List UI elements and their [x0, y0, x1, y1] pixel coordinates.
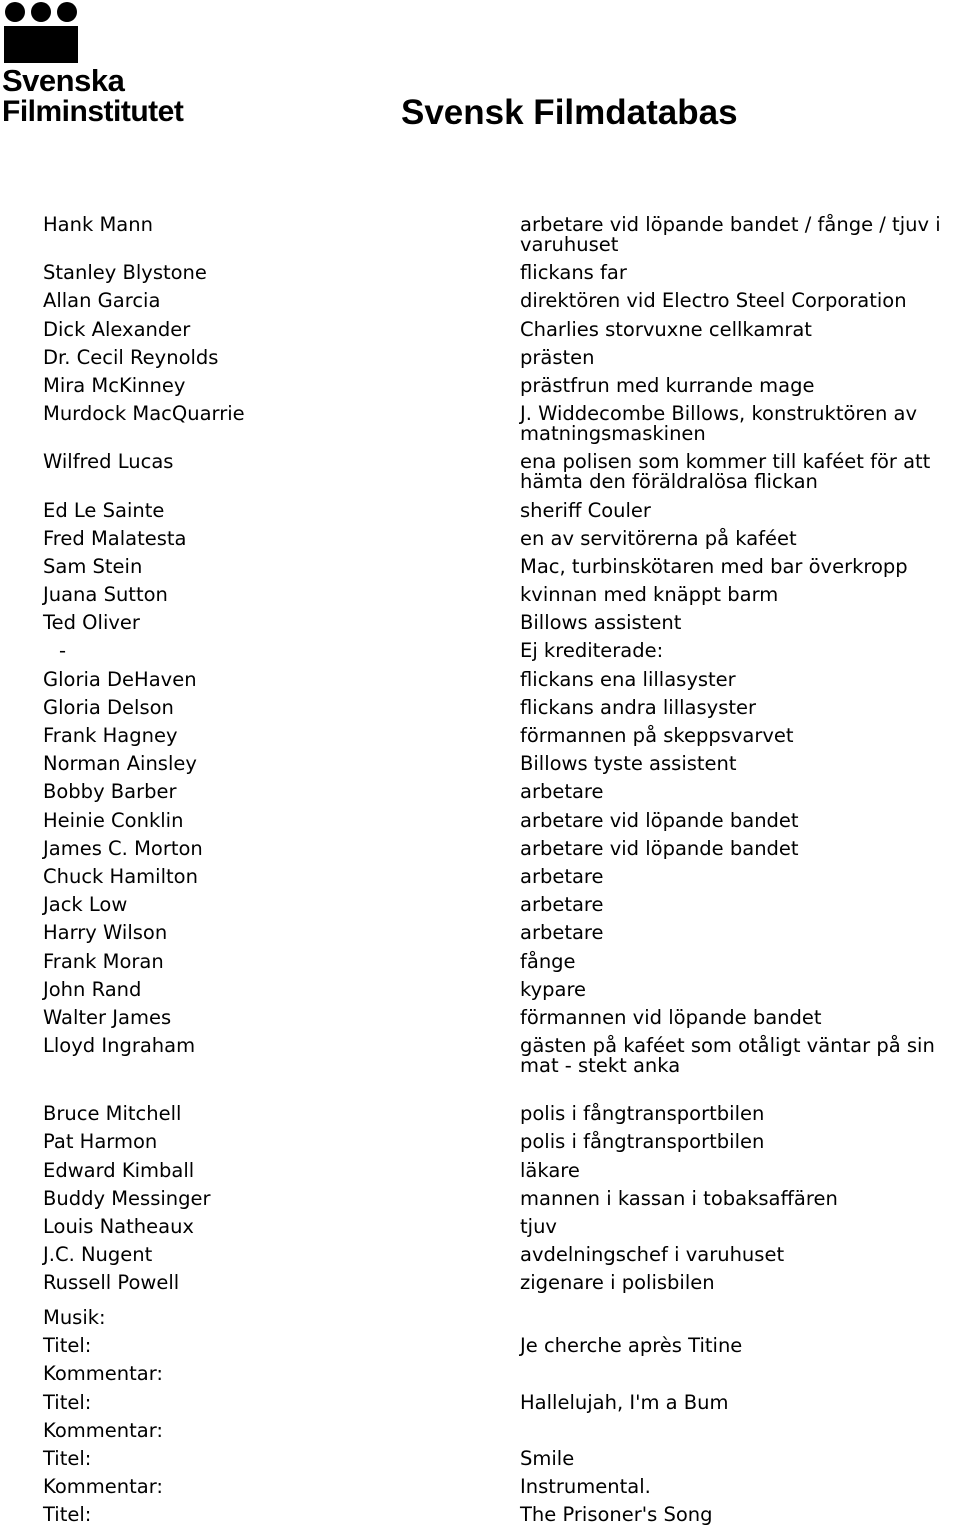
role-description: arbetare vid löpande bandet [520, 836, 799, 860]
actor-name: Russell Powell [43, 1271, 180, 1295]
logo-square [4, 26, 78, 63]
role-description: Mac, turbinskötaren med bar överkropp [520, 554, 908, 578]
role-description: zigenare i polisbilen [520, 1271, 715, 1295]
role-description: arbetare vid löpande bandet [520, 808, 799, 832]
role-description: prästfrun med kurrande mage [520, 373, 815, 397]
cast-row [43, 317, 960, 341]
logo-dot [57, 2, 77, 22]
cast-row [43, 1217, 960, 1237]
cast-row [43, 836, 960, 860]
cast-row [43, 291, 960, 311]
actor-name: Gloria Delson [43, 695, 174, 719]
role-description: direktören vid Electro Steel Corporation [520, 289, 907, 313]
cast-row [43, 726, 960, 746]
actor-name: Lloyd Ingraham [43, 1034, 196, 1058]
cast-list [43, 215, 960, 1302]
role-description: avdelningschef i varuhuset [520, 1243, 785, 1267]
cast-row [43, 641, 960, 661]
actor-name: Bobby Barber [43, 780, 177, 804]
cast-row [43, 526, 960, 550]
actor-name: Stanley Blystone [43, 261, 207, 285]
music-value [520, 1364, 960, 1384]
music-label: Kommentar: [43, 1362, 163, 1386]
role-description: förmannen vid löpande bandet [520, 1005, 822, 1029]
actor-name: Allan Garcia [43, 289, 161, 313]
cast-row [43, 1273, 960, 1293]
cast-row [43, 1186, 960, 1210]
cast-row [43, 695, 960, 719]
role-description: polis i fångtransportbilen [520, 1130, 765, 1154]
music-label: Kommentar: [43, 1418, 163, 1442]
role-description: förmannen på skeppsvarvet [520, 724, 794, 747]
music-row [43, 1477, 960, 1497]
role-description: gästen på kaféet som otåligt väntar på sin mat - stekt anka [520, 1034, 935, 1078]
cast-row [43, 404, 960, 444]
role-description: en av servitörerna på kaféet [520, 526, 797, 550]
cast-row [43, 585, 960, 605]
cast-row [43, 754, 960, 774]
role-description: kvinnan med knäppt barm [520, 583, 779, 607]
actor-name: Dr. Cecil Reynolds [43, 345, 219, 369]
music-label: Titel: [43, 1446, 92, 1470]
actor-name: Dick Alexander [43, 317, 191, 341]
role-description: J. Widdecombe Billows, konstruktören av matningsmaskinen [520, 402, 918, 446]
actor-name: Norman Ainsley [43, 752, 197, 776]
actor-name: Frank Hagney [43, 724, 178, 747]
music-label: Kommentar: [43, 1475, 163, 1499]
music-row [43, 1364, 960, 1384]
music-value [520, 1421, 960, 1441]
cast-row [43, 949, 960, 973]
actor-name: Edward Kimball [43, 1158, 195, 1182]
role-description: arbetare [520, 864, 604, 888]
logo-text-line1: Svenska [2, 63, 125, 98]
actor-name: James C. Morton [43, 836, 203, 860]
music-row [43, 1446, 960, 1470]
actor-name: Frank Moran [43, 949, 164, 973]
actor-name: Heinie Conklin [43, 808, 184, 832]
actor-name: Walter James [43, 1005, 172, 1029]
actor-name: J.C. Nugent [43, 1243, 153, 1267]
role-description: Billows assistent [520, 611, 682, 635]
cast-row [43, 977, 960, 1001]
role-description: Billows tyste assistent [520, 752, 737, 776]
actor-name: Ted Oliver [43, 611, 140, 635]
cast-row [43, 263, 960, 283]
sfi-logo [2, 2, 207, 130]
cast-row [43, 554, 960, 578]
actor-name: - [59, 639, 67, 663]
music-label: Titel: [43, 1390, 92, 1414]
actor-name: Murdock MacQuarrie [43, 402, 245, 426]
actor-name: Harry Wilson [43, 921, 168, 945]
role-description: prästen [520, 345, 595, 369]
music-row [43, 1505, 960, 1525]
cast-row [43, 452, 960, 492]
actor-name: Sam Stein [43, 554, 143, 578]
cast-row [43, 1005, 960, 1029]
role-description: mannen i kassan i tobaksaffären [520, 1186, 838, 1210]
role-description: arbetare [520, 780, 604, 804]
cast-row [43, 373, 960, 397]
actor-name: Chuck Hamilton [43, 864, 198, 888]
music-value: The Prisoner's Song [520, 1503, 713, 1527]
page-title: Svensk Filmdatabas [401, 93, 738, 132]
cast-row [43, 667, 960, 691]
cast-row [43, 895, 960, 915]
music-heading: Musik: [43, 1306, 106, 1329]
actor-name: Hank Mann [43, 213, 153, 236]
cast-row [43, 1132, 960, 1152]
actor-name: Juana Sutton [43, 583, 168, 607]
cast-row [43, 345, 960, 369]
actor-name: Jack Low [43, 893, 128, 917]
role-description: läkare [520, 1158, 580, 1182]
role-description: Charlies storvuxne cellkamrat [520, 317, 812, 341]
logo-dot [5, 2, 25, 22]
music-section [43, 1308, 960, 1534]
actor-name: Gloria DeHaven [43, 667, 197, 691]
actor-name: Pat Harmon [43, 1130, 158, 1154]
role-description: arbetare vid löpande bandet / fånge / tjuv i varuhuset [520, 213, 941, 256]
music-row [43, 1336, 960, 1356]
role-description: polis i fångtransportbilen [520, 1102, 765, 1126]
music-row [43, 1418, 960, 1442]
music-value: Instrumental. [520, 1475, 651, 1499]
role-description: fånge [520, 949, 576, 973]
actor-name: John Rand [43, 977, 142, 1001]
role-description: kypare [520, 977, 587, 1001]
actor-name: Louis Natheaux [43, 1215, 194, 1238]
cast-row [43, 808, 960, 832]
music-value: Smile [520, 1446, 575, 1470]
logo-dot [31, 2, 51, 22]
music-label: Titel: [43, 1334, 92, 1358]
logo-text-line2: Filminstitutet [2, 95, 184, 128]
cast-row [43, 215, 960, 255]
role-description: arbetare [520, 893, 604, 917]
cast-row [43, 613, 960, 633]
music-label: Titel: [43, 1503, 92, 1527]
music-value: Hallelujah, I'm a Bum [520, 1390, 729, 1414]
actor-name: Wilfred Lucas [43, 450, 174, 474]
cast-row [43, 1158, 960, 1182]
role-description: Ej krediterade: [520, 639, 664, 663]
cast-row [43, 498, 960, 522]
cast-row [43, 1036, 960, 1076]
actor-name: Mira McKinney [43, 373, 186, 397]
music-value: Je cherche après Titine [520, 1334, 743, 1358]
cast-row [43, 923, 960, 943]
role-description: arbetare [520, 921, 604, 945]
role-description: ena polisen som kommer till kaféet för att hämta den föräldralösa flickan [520, 450, 931, 494]
actor-name: Fred Malatesta [43, 526, 187, 550]
actor-name: Bruce Mitchell [43, 1102, 182, 1126]
role-description: flickans andra lillasyster [520, 695, 757, 719]
cast-row [43, 1104, 960, 1124]
actor-name: Ed Le Sainte [43, 498, 165, 522]
actor-name: Buddy Messinger [43, 1186, 211, 1210]
role-description: sheriff Couler [520, 498, 651, 522]
role-description: flickans ena lillasyster [520, 667, 736, 691]
role-description: flickans far [520, 261, 627, 285]
music-list [43, 1336, 960, 1525]
cast-row [43, 1245, 960, 1265]
cast-row [43, 864, 960, 888]
role-description: tjuv [520, 1215, 557, 1238]
sfi-logo-mark [2, 2, 82, 64]
music-row [43, 1390, 960, 1414]
cast-row [43, 782, 960, 802]
